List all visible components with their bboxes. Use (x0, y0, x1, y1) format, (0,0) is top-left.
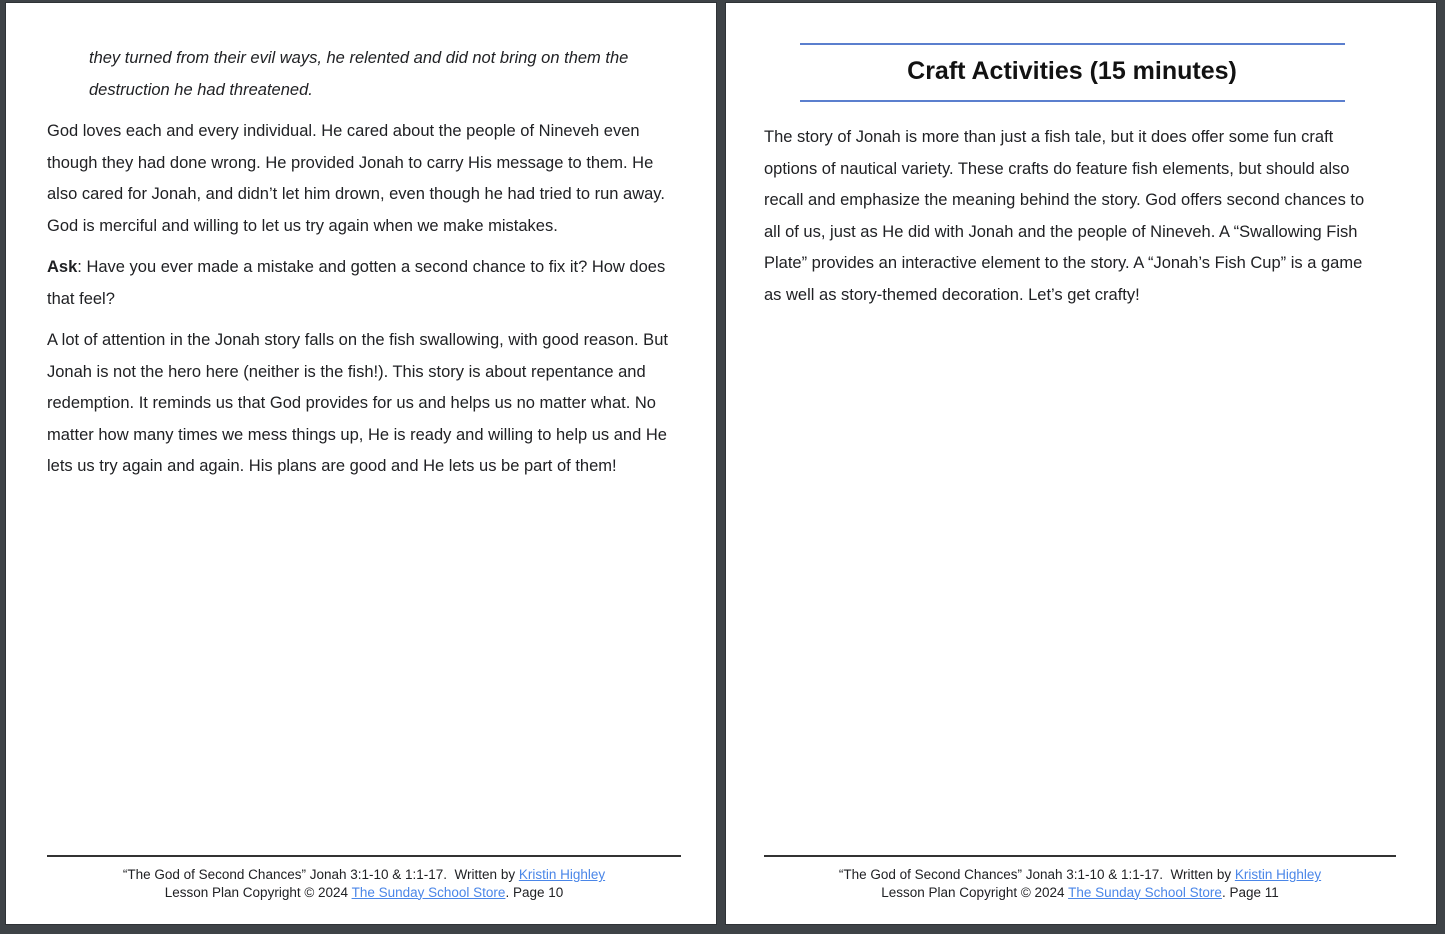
page-number: . Page 10 (505, 884, 564, 900)
scripture-quote: they turned from their evil ways, he relented and did not bring on them the destruction he had threatened. (89, 49, 629, 99)
page-11-footer (764, 855, 1396, 924)
ask-text: : Have you ever made a mistake and gotten a second chance to fix it? How does that feel? (47, 258, 666, 308)
footer-title-text: “The God of Second Chances” Jonah 3:1-10 & 1:1-17. Written by (838, 867, 1235, 882)
page-10 (5, 2, 717, 925)
page-11 (725, 2, 1437, 925)
footer-attribution-line (51, 866, 677, 884)
section-heading (800, 43, 1345, 102)
footer-copyright-line (51, 884, 677, 902)
paragraph-god-loves: God loves each and every individual. He cared about the people of Nineveh even though they had done wrong. He provided Jonah to carry His message to them. He also cared for Jonah, and didn’t let him drown, even though he had tried to run away. God is merciful and willing to let us try again when we make mistakes. (47, 122, 665, 235)
footer-copyright-text: Lesson Plan Copyright © 2024 (881, 884, 1069, 900)
page-11-content (726, 3, 1436, 855)
author-link[interactable]: Kristin Highley (1234, 867, 1322, 882)
footer-attribution-line (768, 866, 1392, 884)
section-heading-title: Craft Activities (15 minutes) (907, 57, 1237, 85)
page-10-content (6, 3, 716, 855)
footer-copyright-text: Lesson Plan Copyright © 2024 (164, 884, 352, 900)
store-link[interactable]: The Sunday School Store (1068, 884, 1222, 900)
ask-label: Ask (47, 258, 78, 276)
page-10-footer (47, 855, 681, 924)
store-link[interactable]: The Sunday School Store (351, 884, 506, 900)
footer-copyright-line (768, 884, 1392, 902)
paragraph-attention: A lot of attention in the Jonah story falls on the fish swallowing, with good reason. But Jonah is not the hero here (neither is the fish!). This story is about repentance and redemption. It reminds us that God provides for us and helps us no matter what. No matter how many times we mess things up, He is ready and willing to help us and He lets us try again and again. His plans are good and He lets us be part of them! (47, 331, 668, 475)
footer-title-text: “The God of Second Chances” Jonah 3:1-10 & 1:1-17. Written by (122, 867, 519, 882)
paragraph-craft-intro: The story of Jonah is more than just a fish tale, but it does offer some fun craft options of nautical variety. These crafts do feature fish elements, but should also recall and emphasize the meaning behind the story. God offers second chances to all of us, just as He did with Jonah and the people of Nineveh. A “Swallowing Fish Plate” provides an interactive element to the story. A “Jonah’s Fish Cup” is a game as well as story-themed decoration. Let’s get crafty! (764, 128, 1365, 304)
paragraph-ask (47, 252, 672, 315)
page-number: . Page 11 (1221, 884, 1279, 900)
author-link[interactable]: Kristin Highley (518, 867, 606, 882)
